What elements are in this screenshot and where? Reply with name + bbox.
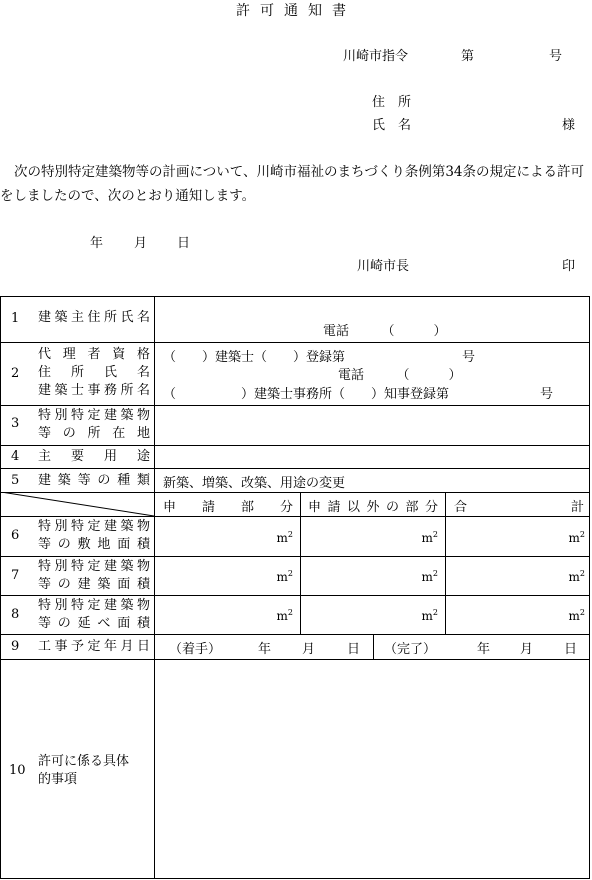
date-year: 年 bbox=[90, 236, 104, 251]
area-unit: $m^2$ bbox=[276, 530, 293, 545]
row-number: 3 bbox=[11, 416, 20, 431]
column-divider bbox=[300, 492, 301, 634]
document-title: 許可通知書 bbox=[236, 3, 356, 19]
row-label: 代理者資格 bbox=[38, 347, 150, 362]
start-day: 日 bbox=[347, 642, 361, 657]
area-unit: $m^2$ bbox=[276, 608, 293, 623]
row-divider bbox=[1, 342, 589, 343]
row-number: 1 bbox=[11, 311, 20, 326]
row-label: 特別特定建築物 bbox=[38, 519, 150, 534]
row-number: 7 bbox=[11, 568, 20, 583]
construction-type-options[interactable]: 新築、増築、改築、用途の変更 bbox=[163, 476, 346, 491]
column-divider bbox=[373, 634, 374, 659]
area-unit: $m^2$ bbox=[421, 608, 438, 623]
office-registration-field[interactable]: （ ）建築士事務所（ ）知事登録第 号 bbox=[163, 387, 554, 402]
row-number: 9 bbox=[11, 639, 20, 654]
notification-form-table bbox=[0, 296, 590, 879]
row-divider bbox=[1, 595, 589, 596]
honorific-sama: 様 bbox=[562, 118, 576, 133]
row-divider bbox=[1, 556, 589, 557]
row-label: 工事予定年月日 bbox=[38, 639, 150, 654]
start-year: 年 bbox=[258, 642, 272, 657]
row-label: 等の建築面積 bbox=[38, 577, 150, 592]
reference-prefix: 川崎市指令 bbox=[343, 49, 409, 64]
row-number: 6 bbox=[11, 528, 20, 543]
row-label: 等の所在地 bbox=[38, 426, 150, 441]
row-label: 建築主住所氏名 bbox=[38, 310, 150, 325]
row-label: 建築士事務所名 bbox=[38, 383, 150, 398]
start-label: （着手） bbox=[169, 642, 222, 657]
start-month: 月 bbox=[302, 642, 316, 657]
reference-dai: 第 bbox=[461, 49, 475, 64]
row-number: 8 bbox=[11, 607, 20, 622]
date-day: 日 bbox=[177, 236, 191, 251]
row-divider bbox=[1, 516, 589, 517]
column-header-applied: 申請部分 bbox=[163, 500, 293, 515]
address-label: 住 所 bbox=[372, 95, 412, 110]
row-divider bbox=[1, 445, 589, 446]
date-month: 月 bbox=[134, 236, 148, 251]
seal-mark: 印 bbox=[562, 259, 576, 274]
name-label: 氏 名 bbox=[372, 118, 412, 133]
row-number: 10 bbox=[9, 763, 26, 778]
area-unit: $m^2$ bbox=[276, 569, 293, 584]
body-paragraph bbox=[0, 160, 592, 208]
end-month: 月 bbox=[520, 642, 534, 657]
column-header-total: 合計 bbox=[454, 500, 584, 515]
area-unit: $m^2$ bbox=[421, 530, 438, 545]
phone-field[interactable]: 電話 （ ） bbox=[323, 324, 447, 339]
row-number: 2 bbox=[11, 366, 20, 381]
reference-go: 号 bbox=[549, 49, 563, 64]
row-divider bbox=[1, 634, 589, 635]
area-unit: $m^2$ bbox=[568, 530, 585, 545]
row-label: 住所氏名 bbox=[38, 365, 150, 380]
row-label: 主要用途 bbox=[38, 449, 150, 464]
specific-matters-field[interactable] bbox=[157, 662, 587, 876]
agent-phone-field[interactable]: 電話 （ ） bbox=[338, 368, 462, 383]
column-divider bbox=[154, 297, 155, 879]
row-label: 許可に係る具体 bbox=[38, 754, 130, 769]
area-unit: $m^2$ bbox=[421, 569, 438, 584]
row-number: 5 bbox=[11, 473, 20, 488]
row-divider bbox=[1, 405, 589, 406]
row-label: 特別特定建築物 bbox=[38, 598, 150, 613]
row-divider bbox=[1, 468, 589, 469]
row-divider bbox=[1, 659, 589, 660]
row-label: 等の敷地面積 bbox=[38, 537, 150, 552]
row-label: 特別特定建築物 bbox=[38, 408, 150, 423]
row-label: 特別特定建築物 bbox=[38, 559, 150, 574]
issuer-name: 川崎市長 bbox=[357, 259, 410, 274]
row-label: 等の延べ面積 bbox=[38, 616, 150, 631]
diagonal-line bbox=[1, 492, 155, 516]
end-label: （完了） bbox=[384, 642, 437, 657]
end-day: 日 bbox=[564, 642, 578, 657]
body-text: 次の特別特定建築物等の計画について、川崎市福祉のまちづくり条例第34条の規定による許可をしましたので、次のとおり通知します。 bbox=[0, 164, 585, 204]
area-unit: $m^2$ bbox=[568, 608, 585, 623]
row-label: 建築等の種類 bbox=[38, 473, 150, 488]
row-label: 的事項 bbox=[38, 772, 78, 787]
column-divider bbox=[445, 492, 446, 634]
column-header-other: 申請以外の部分 bbox=[308, 500, 438, 515]
row-number: 4 bbox=[11, 449, 20, 464]
area-unit: $m^2$ bbox=[568, 569, 585, 584]
end-year: 年 bbox=[477, 642, 491, 657]
architect-registration-field[interactable]: （ ）建築士（ ）登録第 号 bbox=[163, 350, 476, 365]
